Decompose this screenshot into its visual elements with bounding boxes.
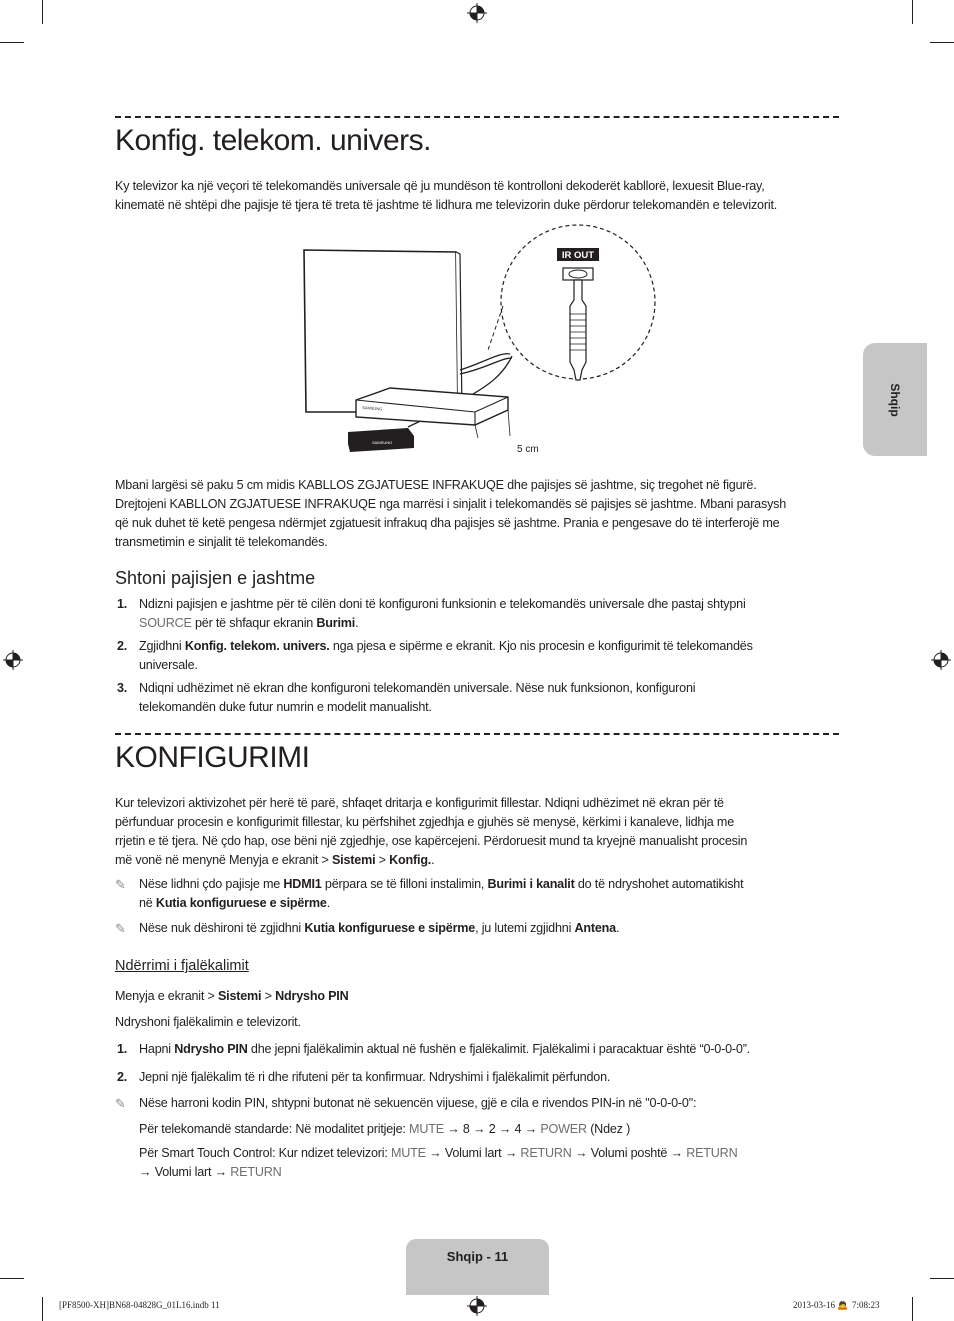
text-line: që nuk duhet të ketë pengesa ndërmjet zgjatuesit infrakuq dha pajisjes së jashtme. Prania e pengesave do të interferojë me xyxy=(115,516,780,530)
sequence-text: → Volumi lart → xyxy=(139,1165,231,1179)
ui-term: Burimi i kanalit xyxy=(487,877,575,891)
print-timestamp: 2013-03-16 🙇 7:08:23 xyxy=(793,1300,880,1310)
sequence-text: → Volumi lart → xyxy=(425,1146,521,1160)
ui-term: Për telekomandë standarde xyxy=(139,1122,289,1136)
crop-mark xyxy=(42,0,43,24)
note xyxy=(115,1094,840,1113)
note-text: Nëse harroni kodin PIN, shtypni butonat në sekuencën vijuese, gjë e cila e rivendos PIN-in në "0-0-0-0": xyxy=(139,1096,697,1110)
note-text: përpara se të filloni instalimin, xyxy=(321,877,488,891)
page-number: Shqip - 11 xyxy=(446,1249,509,1264)
registration-mark-icon xyxy=(931,650,951,670)
section-title: KONFIGURIMI xyxy=(115,741,310,774)
text-line: më vonë në menynë Menyja e ekranit > xyxy=(115,853,332,867)
key-label: RETURN xyxy=(686,1146,738,1160)
distance-label: 5 cm xyxy=(517,444,539,455)
ui-term: Për Smart Touch Control xyxy=(139,1146,273,1160)
crop-mark xyxy=(42,1297,43,1321)
ui-term: Ndrysho PIN xyxy=(174,1042,248,1056)
ir-extender-figure xyxy=(300,222,660,462)
crop-mark xyxy=(0,1278,24,1279)
menu-path xyxy=(115,987,840,1006)
text-line: Drejtojeni KABLLON ZGJATUESE INFRAKUQE nga marrësi i sinjalit i telekomandës së pajisjes së jashtme. Mbani parasysh xyxy=(115,497,787,511)
note-pencil-icon: ✎ xyxy=(115,1096,126,1111)
list-item xyxy=(115,637,840,675)
step-text: Zgjidhni xyxy=(139,639,185,653)
step-text: për të shfaqur ekranin xyxy=(191,616,317,630)
note-pencil-icon: ✎ xyxy=(115,877,126,892)
ui-term: Sistemi xyxy=(331,853,376,867)
registration-mark-icon xyxy=(467,1296,487,1316)
print-file-info: [PF8500-XH]BN68-04828G_01L16.indb 11 xyxy=(59,1300,220,1310)
note-text: Nëse lidhni çdo pajisje me xyxy=(139,877,284,891)
crop-mark xyxy=(930,1278,954,1279)
text-line: përfunduar procesin e konfigurimit fillestar, ku përfshihet zgjedhja e gjuhës së menysë, kërkimi i kanaleve, lidhja me xyxy=(115,815,735,829)
crop-mark xyxy=(930,42,954,43)
section-divider xyxy=(115,733,839,735)
punctuation: . xyxy=(615,921,620,935)
key-label: RETURN xyxy=(230,1165,282,1179)
step-text: nga pjesa e sipërme e ekranit. Kjo nis procesin e konfigurimit të telekomandës xyxy=(329,639,753,653)
separator: > xyxy=(375,853,390,867)
list-item xyxy=(115,1040,840,1059)
device-brand-label: SAMSUNG xyxy=(361,405,383,412)
note-text: do të ndryshohet automatikisht xyxy=(574,877,744,891)
tv-illustration xyxy=(304,250,458,412)
intro-paragraph xyxy=(115,177,840,215)
step-number: 1. xyxy=(117,597,128,611)
section-divider xyxy=(115,116,839,118)
pin-heading: Ndërrimi i fjalëkalimit xyxy=(115,958,249,974)
body-paragraph xyxy=(115,476,840,552)
key-label: MUTE xyxy=(390,1146,426,1160)
ui-term: Kutia konfiguruese e sipërme xyxy=(304,921,476,935)
ui-term: Konfig. xyxy=(389,853,432,867)
note-text: , ju lutemi zgjidhni xyxy=(475,921,575,935)
pin-description: Ndryshoni fjalëkalimin e televizorit. xyxy=(115,1015,301,1029)
ir-cable xyxy=(460,354,510,370)
blaster-label: SAMSUNG xyxy=(372,440,393,445)
smart-remote-sequence xyxy=(115,1144,840,1182)
sequence-text: : Kur ndizet televizori: xyxy=(272,1146,391,1160)
section-title: Konfig. telekom. univers. xyxy=(115,124,431,157)
ui-term: HDMI1 xyxy=(283,877,322,891)
step-number: 3. xyxy=(117,681,128,695)
step-text: Jepni një fjalëkalim të ri dhe rifuteni për ta konfirmuar. Ndryshimi i fjalëkalimit përfundon. xyxy=(139,1070,611,1084)
ir-plug xyxy=(570,280,586,380)
text-line: Mbani largësi së paku 5 cm midis KABLLOS ZGJATUESE INFRAKUQE dhe pajisjes së jashtme, siç tregohet në figurë. xyxy=(115,478,757,492)
ui-term: Sistemi xyxy=(217,989,262,1003)
key-label: RETURN xyxy=(520,1146,572,1160)
punctuation: . xyxy=(431,853,435,867)
key-label: POWER xyxy=(540,1122,587,1136)
ir-out-label: IR OUT xyxy=(561,250,595,261)
step-text: Hapni xyxy=(139,1042,175,1056)
ui-term: Antena xyxy=(574,921,616,935)
punctuation: . xyxy=(326,896,330,910)
crop-mark xyxy=(0,42,24,43)
step-text: telekomandën duke futur numrin e modelit manualisht. xyxy=(139,700,432,714)
note-text: në xyxy=(139,896,156,910)
ui-term: Kutia konfiguruese e sipërme xyxy=(155,896,327,910)
step-text: dhe jepni fjalëkalimin aktual në fushën e fjalëkalimit. Fjalëkalimi i paracaktuar është “0-0-0-0”. xyxy=(247,1042,750,1056)
registration-mark-icon xyxy=(467,3,487,23)
note xyxy=(115,875,840,913)
note-text: Nëse nuk dëshironi të zgjidhni xyxy=(139,921,305,935)
intro-paragraph xyxy=(115,794,840,870)
separator: > xyxy=(261,989,276,1003)
crop-mark xyxy=(912,0,913,24)
sequence-text: (Ndez ) xyxy=(586,1122,631,1136)
list-item xyxy=(115,679,840,717)
key-label: SOURCE xyxy=(139,616,192,630)
standard-remote-sequence xyxy=(115,1120,840,1139)
note xyxy=(115,919,840,938)
sequence-text: : Në modalitet pritjeje: xyxy=(288,1122,410,1136)
text-line: kinematë në shtëpi dhe pajisje të tjera të treta të jashtme të lidhura me televizorin duke përdorur telekomandën e televizorit. xyxy=(115,198,778,212)
text-line: Kur televizori aktivizohet për herë të parë, shfaqet dritarja e konfigurimit fillestar. Ndiqni udhëzimet në ekran për të xyxy=(115,796,724,810)
step-text: Ndizni pajisjen e jashtme për të cilën doni të konfiguroni funksionin e telekomandës universale dhe pastaj shtypni xyxy=(139,597,746,611)
subheading: Shtoni pajisjen e jashtme xyxy=(115,568,316,588)
key-label: MUTE xyxy=(409,1122,444,1136)
step-number: 1. xyxy=(117,1042,128,1056)
ui-term: Ndrysho PIN xyxy=(275,989,349,1003)
sequence-text: → 8 → 2 → 4 → xyxy=(443,1122,541,1136)
text-line: transmetimin e sinjalit të telekomandës. xyxy=(115,535,328,549)
punctuation: . xyxy=(355,616,359,630)
step-text: Ndiqni udhëzimet në ekran dhe konfiguroni telekomandën universale. Nëse nuk funksionon, konfiguroni xyxy=(139,681,696,695)
text-line: Ky televizor ka një veçori të telekomandës universale që ju mundëson të kontrolloni dekoderët kabllorë, lexuesit Blue-ray, xyxy=(115,179,765,193)
list-item xyxy=(115,1068,840,1087)
note-pencil-icon: ✎ xyxy=(115,921,126,936)
ui-term: Burimi xyxy=(316,616,356,630)
registration-mark-icon xyxy=(3,650,23,670)
side-tab-label: Shqip xyxy=(888,382,902,417)
crop-mark xyxy=(912,1297,913,1321)
step-text: universale. xyxy=(139,658,198,672)
page-number-tab xyxy=(406,1239,549,1295)
step-number: 2. xyxy=(117,639,128,653)
list-item xyxy=(115,595,840,633)
sequence-text: → Volumi poshtë → xyxy=(571,1146,687,1160)
menu-path-text: Menyja e ekranit > xyxy=(115,989,218,1003)
language-side-tab xyxy=(863,343,927,456)
step-number: 2. xyxy=(117,1070,128,1084)
ui-term: Konfig. telekom. univers. xyxy=(184,639,330,653)
text-line: rrjetin e të tjera. Në çdo hap, ose bëni një zgjedhje, ose kapërcejeni. Përdoruesit mund ta kryejnë manualisht procesin xyxy=(115,834,748,848)
